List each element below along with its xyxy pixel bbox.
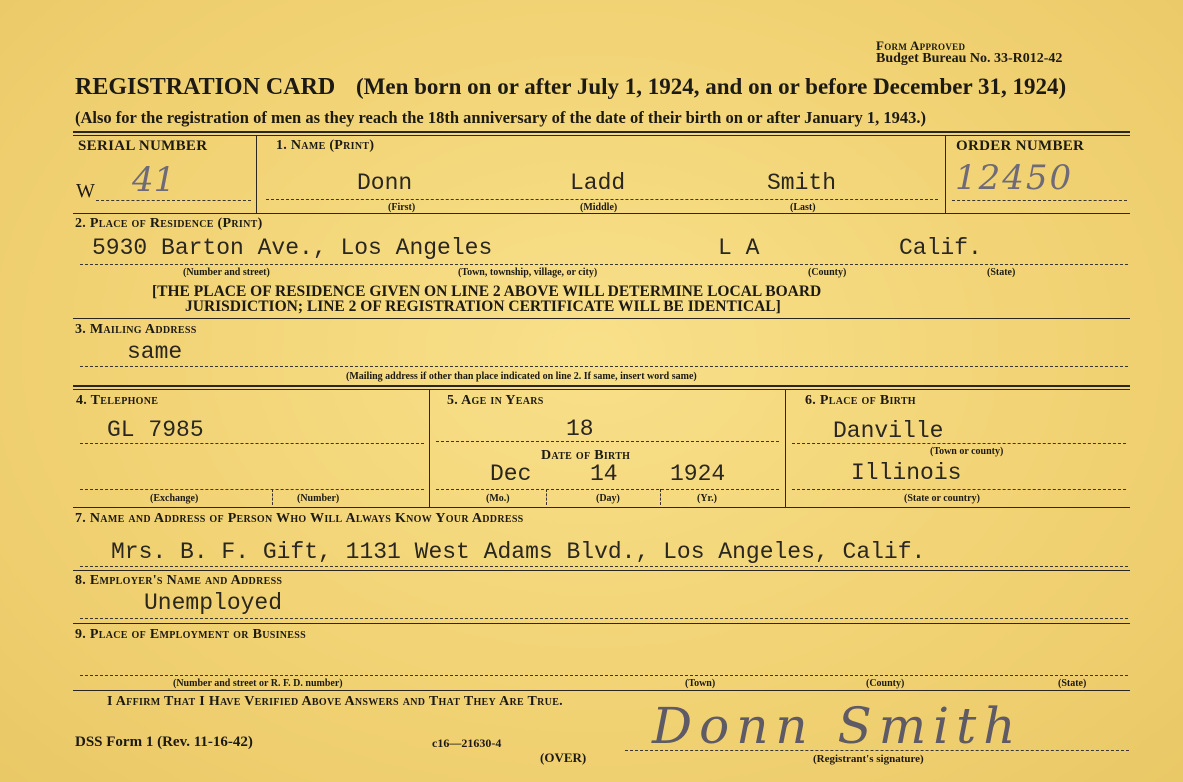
employer-value: Unemployed: [144, 590, 283, 616]
last-name: Smith: [767, 170, 837, 196]
divider: [785, 389, 786, 507]
first-name: Donn: [357, 170, 413, 196]
registrant-signature: Donn Smith: [652, 697, 1023, 755]
print-code: c16—21630-4: [432, 736, 502, 750]
divider: [73, 570, 1130, 571]
divider: [80, 264, 1128, 265]
divider: [429, 389, 430, 507]
mailing-value: same: [127, 339, 183, 365]
telephone-value: GL 7985: [107, 417, 204, 443]
residence-county: L A: [718, 235, 760, 261]
telephone-label: 4. Telephone: [76, 393, 159, 408]
divider: [80, 443, 424, 444]
over-text: (OVER): [540, 750, 587, 765]
contact-label: 7. Name and Address of Person Who Will Always Know Your Address: [75, 511, 524, 526]
serial-prefix: W: [76, 180, 95, 202]
residence-notice-line2: JURISDICTION; LINE 2 OF REGISTRATION CERTIFICATE WILL BE IDENTICAL]: [185, 298, 781, 315]
street-caption: (Number and street): [183, 267, 270, 278]
age-label: 5. Age in Years: [447, 393, 544, 408]
age-value: 18: [566, 416, 594, 442]
order-number-label: ORDER NUMBER: [956, 138, 1085, 154]
serial-number-value: 41: [132, 160, 176, 200]
divider: [73, 623, 1130, 624]
birth-year: 1924: [670, 461, 726, 487]
birth-day: 14: [590, 461, 618, 487]
card-title-scope: (Men born on or after July 1, 1924, and on or before December 31, 1924): [356, 74, 1067, 99]
divider: [792, 489, 1126, 490]
divider: [80, 618, 1128, 619]
divider: [73, 213, 1130, 214]
month-caption: (Mo.): [486, 493, 510, 504]
employment-town-caption: (Town): [685, 678, 716, 689]
employment-state-caption: (State): [1058, 678, 1087, 689]
card-title: REGISTRATION CARD: [75, 74, 336, 100]
birth-state: Illinois: [851, 460, 962, 486]
divider: [436, 489, 779, 490]
mailing-caption: (Mailing address if other than place indicated on line 2. If same, insert word same): [346, 371, 697, 382]
divider: [80, 366, 1128, 367]
divider: [625, 750, 1129, 751]
divider: [80, 489, 424, 490]
day-caption: (Day): [596, 493, 620, 504]
divider: [73, 690, 1130, 691]
last-caption: (Last): [790, 202, 816, 213]
middle-caption: (Middle): [580, 202, 618, 213]
divider: [272, 489, 273, 505]
divider: [73, 389, 1130, 390]
divider: [73, 385, 1130, 387]
divider: [546, 489, 547, 505]
county-caption: (County): [808, 267, 847, 278]
first-caption: (First): [388, 202, 416, 213]
town-county-caption: (Town or county): [930, 446, 1004, 457]
divider: [73, 135, 1130, 136]
employer-label: 8. Employer's Name and Address: [75, 573, 283, 588]
date-of-birth-label: Date of Birth: [541, 448, 631, 463]
divider: [256, 135, 257, 213]
divider: [266, 199, 938, 200]
contact-value: Mrs. B. F. Gift, 1131 West Adams Blvd., Los Angeles, Calif.: [111, 539, 926, 565]
exchange-caption: (Exchange): [150, 493, 199, 504]
mailing-label: 3. Mailing Address: [75, 322, 197, 337]
divider: [80, 566, 1128, 567]
divider: [945, 135, 946, 213]
employment-label: 9. Place of Employment or Business: [75, 627, 307, 642]
year-caption: (Yr.): [697, 493, 717, 504]
serial-number-label: SERIAL NUMBER: [78, 138, 208, 154]
divider: [952, 200, 1127, 201]
name-label: 1. Name (Print): [276, 138, 375, 153]
residence-label: 2. Place of Residence (Print): [75, 216, 263, 231]
state-country-caption: (State or country): [904, 493, 980, 504]
divider: [96, 200, 251, 201]
birth-month: Dec: [490, 461, 532, 487]
number-caption: (Number): [297, 493, 340, 504]
budget-bureau-text: Budget Bureau No. 33-R012-42: [876, 51, 1063, 66]
employment-street-caption: (Number and street or R. F. D. number): [173, 678, 343, 689]
divider: [73, 131, 1130, 133]
divider: [80, 675, 1128, 676]
divider: [73, 318, 1130, 319]
residence-state: Calif.: [899, 235, 982, 261]
state-caption: (State): [987, 267, 1016, 278]
order-number-value: 12450: [955, 158, 1074, 198]
divider: [792, 443, 1126, 444]
town-caption: (Town, township, village, or city): [458, 267, 598, 278]
form-id: DSS Form 1 (Rev. 11-16-42): [75, 734, 253, 750]
residence-street: 5930 Barton Ave., Los Angeles: [92, 235, 493, 261]
affirmation-text: I Affirm That I Have Verified Above Answers and That They Are True.: [107, 694, 563, 709]
signature-caption: (Registrant's signature): [813, 753, 924, 765]
divider: [660, 489, 661, 505]
birth-town: Danville: [833, 418, 944, 444]
middle-name: Ladd: [570, 170, 626, 196]
divider: [436, 441, 779, 442]
residence-notice-line1: [THE PLACE OF RESIDENCE GIVEN ON LINE 2 ABOVE WILL DETERMINE LOCAL BOARD: [152, 283, 822, 300]
card-subtitle: (Also for the registration of men as they reach the 18th anniversary of the date of their birth on or after January 1, 1943.): [75, 108, 927, 127]
birthplace-label: 6. Place of Birth: [805, 393, 916, 408]
employment-county-caption: (County): [866, 678, 905, 689]
divider: [73, 507, 1130, 508]
form-approved-text: Form Approved: [876, 38, 966, 53]
